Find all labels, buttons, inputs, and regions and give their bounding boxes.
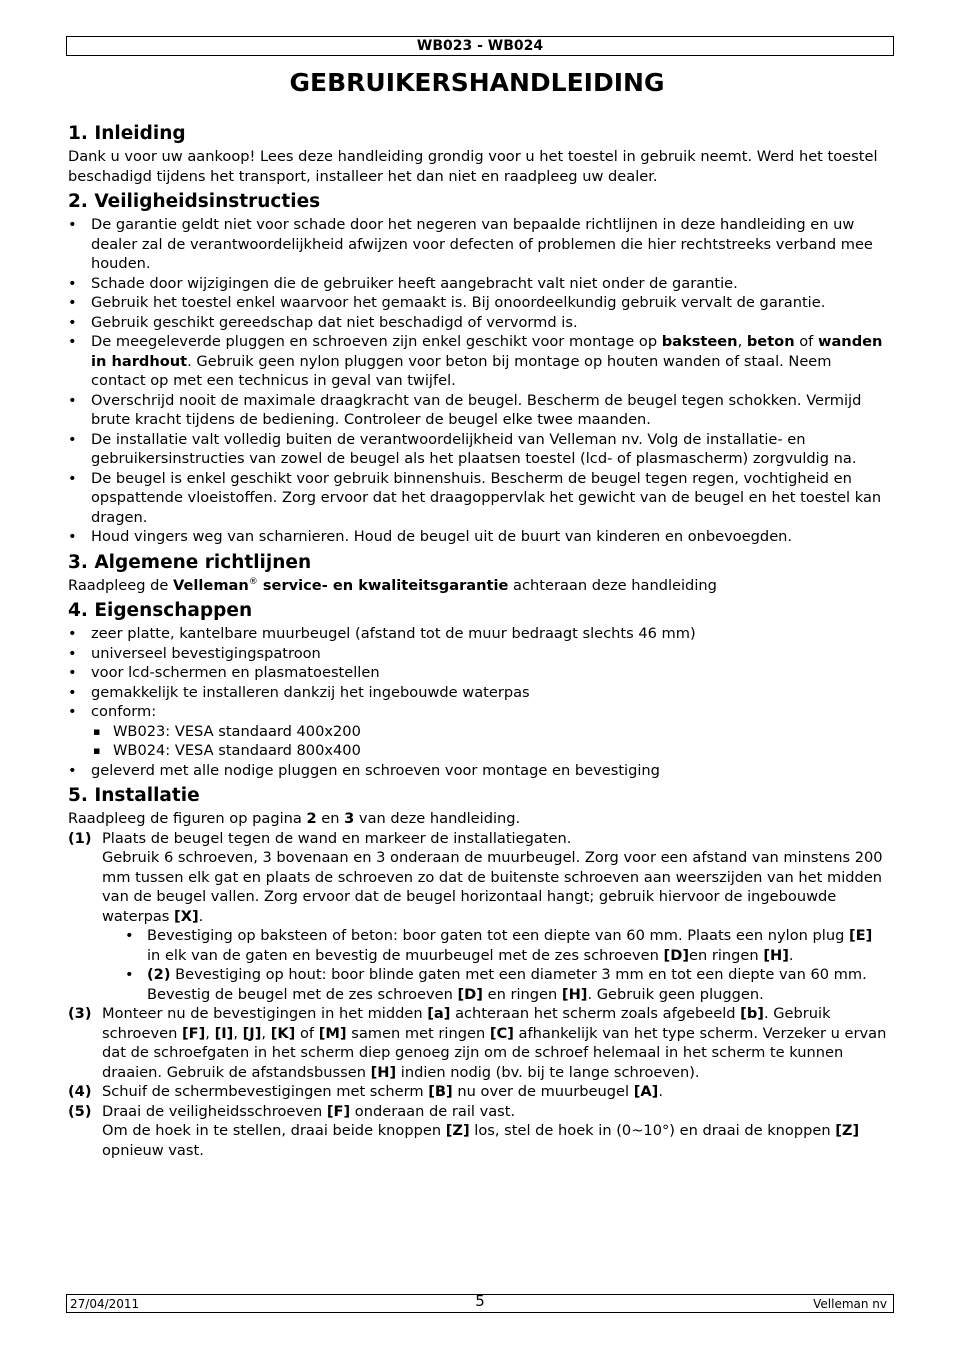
part-ref: [K]	[270, 1024, 296, 1042]
text: van deze handleiding.	[354, 810, 521, 827]
text: of	[794, 333, 818, 350]
part-ref: [C]	[489, 1024, 514, 1042]
list-item	[68, 332, 888, 391]
header-model: WB023 - WB024	[416, 38, 544, 54]
text: en	[316, 810, 345, 827]
page-footer	[66, 1294, 894, 1313]
part-ref: [D]	[457, 985, 483, 1003]
list-item	[147, 965, 888, 1004]
text: . Gebruik schroeven	[102, 1005, 831, 1042]
footer-date: 27/04/2011	[70, 1297, 140, 1311]
part-ref: [A]	[633, 1083, 659, 1100]
text: De meegeleverde pluggen en schroeven zijn enkel geschikt voor montage op	[91, 333, 662, 350]
list-item: • Gebruik geschikt gereedschap dat niet beschadigd of vervormd is.	[68, 313, 888, 333]
mounting-options-list	[102, 926, 888, 1004]
list-item: • Houd vingers weg van scharnieren. Houd de beugel uit de buurt van kinderen en onbevoegden.	[68, 527, 888, 547]
text: ,	[233, 1024, 243, 1042]
header-model-box	[66, 36, 894, 56]
text: Raadpleeg de figuren op pagina	[68, 810, 307, 827]
list-item: • De garantie geldt niet voor schade door het negeren van bepaalde richtlijnen in deze handleiding en uw dealer zal de verantwoordelijkheid afwijzen voor defecten of problemen die hier rechtstreeks verband mee houden.	[68, 215, 888, 274]
part-ref: [J]	[242, 1024, 262, 1042]
features-list	[68, 624, 888, 780]
section-heading-inleiding: 1. Inleiding	[68, 123, 186, 144]
part-ref: [H]	[370, 1063, 397, 1081]
step-number: (1)	[68, 829, 92, 847]
step-number: (3)	[68, 1005, 92, 1022]
part-ref: [B]	[428, 1083, 453, 1100]
text: indien nodig (bv. bij te lange schroeven).	[396, 1063, 700, 1081]
install-step-3	[68, 1004, 888, 1082]
text: conform:	[91, 703, 157, 720]
part-ref: [Z]	[835, 1122, 860, 1139]
section-heading-richtlijnen: 3. Algemene richtlijnen	[68, 551, 312, 573]
text: Monteer nu de bevestigingen in het midden	[102, 1005, 428, 1022]
bold-text: baksteen	[661, 333, 738, 350]
safety-list	[68, 215, 888, 547]
step-number: (2)	[147, 966, 171, 983]
part-ref: [E]	[849, 927, 873, 944]
part-ref: [I]	[214, 1024, 234, 1042]
text: los, stel de hoek in (0~10°) en draai de knoppen	[469, 1122, 836, 1139]
page-number: 5	[475, 1292, 485, 1310]
text: Bevestiging op hout: boor blinde gaten met een diameter 3 mm en tot een diepte van 60 mm. Bevestig de beugel met de zes schroeven	[147, 966, 867, 1003]
text: .	[658, 1083, 663, 1100]
text: onderaan de rail vast.	[350, 1102, 516, 1120]
text: afhankelijk van het type scherm. Verzeker u ervan dat de schroefgaten in het scherm diep genoeg zijn om de schroef helemaal in het scherm te kunnen draaien. Gebruik de afstandsbussen	[102, 1024, 887, 1081]
step-text	[102, 1082, 888, 1102]
step-text	[102, 848, 888, 926]
section-heading-installatie: 5. Installatie	[68, 785, 200, 806]
text: nu over de muurbeugel	[452, 1083, 634, 1100]
part-ref: [a]	[427, 1005, 451, 1022]
text: of	[295, 1024, 319, 1042]
text: Draai de veiligheidsschroeven	[102, 1102, 327, 1120]
install-intro	[68, 809, 888, 829]
bold-text: wanden in hardhout	[91, 333, 883, 370]
text: Schuif de schermbevestigingen met scherm	[102, 1083, 429, 1100]
document-body	[68, 118, 888, 1160]
list-item: • Gebruik het toestel enkel waarvoor het gemaakt is. Bij onoordeelkundig gebruik vervalt de garantie.	[68, 293, 888, 313]
text: samen met ringen	[346, 1024, 490, 1042]
text: .	[198, 907, 204, 925]
step-text	[102, 1121, 888, 1160]
brand-name: Velleman	[173, 576, 249, 594]
part-ref: [M]	[318, 1024, 347, 1042]
text: . Gebruik geen pluggen.	[587, 985, 764, 1003]
list-item: • universeel bevestigingspatroon	[68, 644, 888, 664]
bold-text: 2	[306, 810, 317, 827]
text: ,	[205, 1024, 215, 1042]
text: en ringen	[689, 946, 764, 964]
step-number: (4)	[68, 1083, 92, 1100]
list-item: ▪ WB024: VESA standaard 800x400	[91, 741, 888, 761]
list-item: • Overschrijd nooit de maximale draagkracht van de beugel. Bescherm de beugel tegen schokken. Vermijd brute kracht tijdens de bediening. Controleer de beugel elke twee maanden.	[68, 391, 888, 430]
text: .	[788, 946, 794, 964]
install-step-1	[68, 829, 888, 1005]
part-ref: [H]	[763, 946, 789, 964]
step-text	[102, 1004, 888, 1082]
part-ref: [b]	[740, 1005, 764, 1022]
bold-text: beton	[746, 333, 795, 350]
text: Bevestiging op baksteen of beton: boor gaten tot een diepte van 60 mm. Plaats een nylon plug	[147, 927, 849, 944]
list-item: • zeer platte, kantelbare muurbeugel (afstand tot de muur bedraagt slechts 46 mm)	[68, 624, 888, 644]
text: Om de hoek in te stellen, draai beide knoppen	[102, 1122, 446, 1139]
bold-text: 3	[344, 810, 355, 827]
text: achteraan het scherm zoals afgebeeld	[450, 1005, 741, 1022]
footer-company: Velleman nv	[813, 1297, 887, 1311]
part-ref: [D]	[663, 946, 689, 964]
part-ref: [Z]	[445, 1122, 470, 1139]
list-item: • De installatie valt volledig buiten de verantwoordelijkheid van Velleman nv. Volg de installatie- en gebruikersinstructies van zowel de beugel als het plaatsen toestel (lcd- of plasmascherm) zorgvuldig na.	[68, 430, 888, 469]
text: Raadpleeg de	[68, 576, 174, 594]
step-text: Plaats de beugel tegen de wand en markeer de installatiegaten.	[102, 829, 572, 847]
step-text	[102, 1102, 888, 1122]
part-ref: [F]	[181, 1024, 206, 1042]
section-heading-veiligheid: 2. Veiligheidsinstructies	[68, 191, 321, 212]
list-item: • voor lcd-schermen en plasmatoestellen	[68, 663, 888, 683]
bold-text: service- en kwaliteitsgarantie	[257, 576, 509, 594]
part-ref: [H]	[561, 985, 588, 1003]
text: ,	[737, 333, 747, 350]
part-ref: [X]	[174, 907, 199, 925]
list-item	[68, 702, 888, 761]
list-item: • De beugel is enkel geschikt voor gebruik binnenshuis. Bescherm de beugel tegen regen, vochtigheid en opspattende vloeistoffen. Zorg ervoor dat het draagoppervlak het gewicht van de beugel en het toestel kan dragen.	[68, 469, 888, 528]
text: ,	[261, 1024, 271, 1042]
text: opnieuw vast.	[102, 1141, 204, 1159]
section-heading-eigenschappen: 4. Eigenschappen	[68, 600, 253, 621]
text: Gebruik 6 schroeven, 3 bovenaan en 3 onderaan de muurbeugel. Zorg voor een afstand van minstens 200 mm tussen elk gat en plaats de schroeven zo dat de buitenste schroeven aan weerszijden van het midden van de beugel vallen. Zorg ervoor dat de beugel horizontaal hangt; gebruik hiervoor de ingebouwde waterpas	[102, 849, 883, 925]
list-item: • gemakkelijk te installeren dankzij het ingebouwde waterpas	[68, 683, 888, 703]
list-item	[147, 926, 888, 965]
list-item: ▪ WB023: VESA standaard 400x200	[91, 722, 888, 742]
registered-mark: ®	[248, 576, 258, 587]
part-ref: [F]	[326, 1102, 351, 1120]
text: achteraan deze handleiding	[508, 576, 717, 594]
text: . Gebruik geen nylon pluggen voor beton bij montage op houten wanden of staal. Neem contact op met een technicus in geval van twijfel.	[91, 352, 832, 389]
text: in elk van de gaten en bevestig de muurbeugel met de zes schroeven	[147, 946, 664, 964]
text: en ringen	[482, 985, 562, 1003]
step-number: (5)	[68, 1102, 92, 1120]
intro-paragraph: Dank u voor uw aankoop! Lees deze handleiding grondig voor u het toestel in gebruik neemt. Werd het toestel beschadigd tijdens het transport, installeer het dan niet en raadpleeg uw dealer.	[68, 148, 878, 185]
page-title: GEBRUIKERSHANDLEIDING	[289, 68, 665, 97]
install-step-4	[68, 1082, 888, 1102]
vesa-sublist	[91, 722, 888, 761]
install-step-5	[68, 1102, 888, 1161]
list-item: • Schade door wijzigingen die de gebruiker heeft aangebracht valt niet onder de garantie.	[68, 274, 888, 294]
list-item: • geleverd met alle nodige pluggen en schroeven voor montage en bevestiging	[68, 761, 888, 781]
guidelines-paragraph	[68, 576, 888, 596]
